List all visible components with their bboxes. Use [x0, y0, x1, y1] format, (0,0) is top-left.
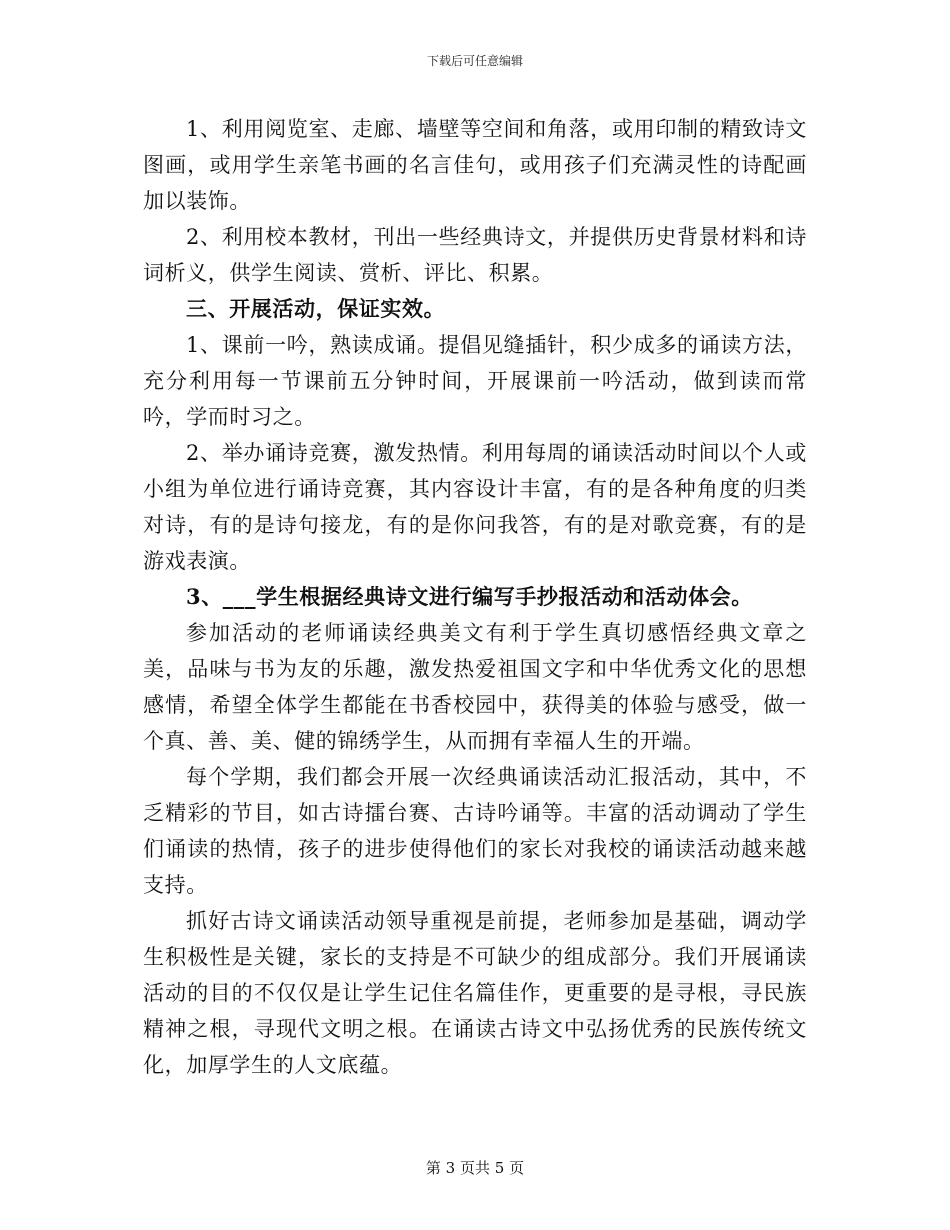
paragraph: 1、利用阅览室、走廊、墙壁等空间和角落，或用印制的精致诗文图画，或用学生亲笔书画的名言佳句，或用孩子们充满灵性的诗配画加以装饰。 [143, 117, 807, 213]
paragraph: 抓好古诗文诵读活动领导重视是前提，老师参加是基础，调动学生积极性是关键，家长的支持是不可缺少的组成部分。我们开展诵读活动的目的不仅仅是让学生记住名篇佳作，更重要的是寻根，寻民族精神之根，寻现代文明之根。在诵读古诗文中弘扬优秀的民族传统文化，加厚学生的人文底蕴。 [143, 909, 807, 1077]
paragraph: 2、利用校本教材，刊出一些经典诗文，并提供历史背景材料和诗词析义，供学生阅读、赏析、评比、积累。 [143, 225, 807, 285]
paragraph: 2、举办诵诗竞赛，激发热情。利用每周的诵读活动时间以个人或小组为单位进行诵诗竞赛，其内容设计丰富，有的是各种角度的归类对诗，有的是诗句接龙，有的是你问我答，有的是对歌竞赛，有的是游戏表演。 [143, 441, 807, 573]
section-heading: 三、开展活动，保证实效。 [186, 296, 446, 321]
paragraph: 每个学期，我们都会开展一次经典诵读活动汇报活动，其中，不乏精彩的节目，如古诗擂台赛、古诗吟诵等。丰富的活动调动了学生们诵读的热情，孩子的进步使得他们的家长对我校的诵读活动越来越支持。 [143, 765, 807, 897]
paragraph: 1、课前一吟，熟读成诵。提倡见缝插针，积少成多的诵读方法，充分利用每一节课前五分钟时间，开展课前一吟活动，做到读而常吟，学而时习之。 [143, 333, 807, 429]
page-header: 下载后可任意编辑 [426, 54, 523, 68]
page-number: 第 3 页共 5 页 [425, 1159, 525, 1177]
document-body [143, 111, 807, 1083]
bold-paragraph: 3、___学生根据经典诗文进行编写手抄报活动和活动体会。 [186, 584, 753, 609]
paragraph: 参加活动的老师诵读经典美文有利于学生真切感悟经典文章之美，品味与书为友的乐趣，激发热爱祖国文字和中华优秀文化的思想感情，希望全体学生都能在书香校园中，获得美的体验与感受，做一个真、善、美、健的锦绣学生，从而拥有幸福人生的开端。 [143, 621, 807, 753]
